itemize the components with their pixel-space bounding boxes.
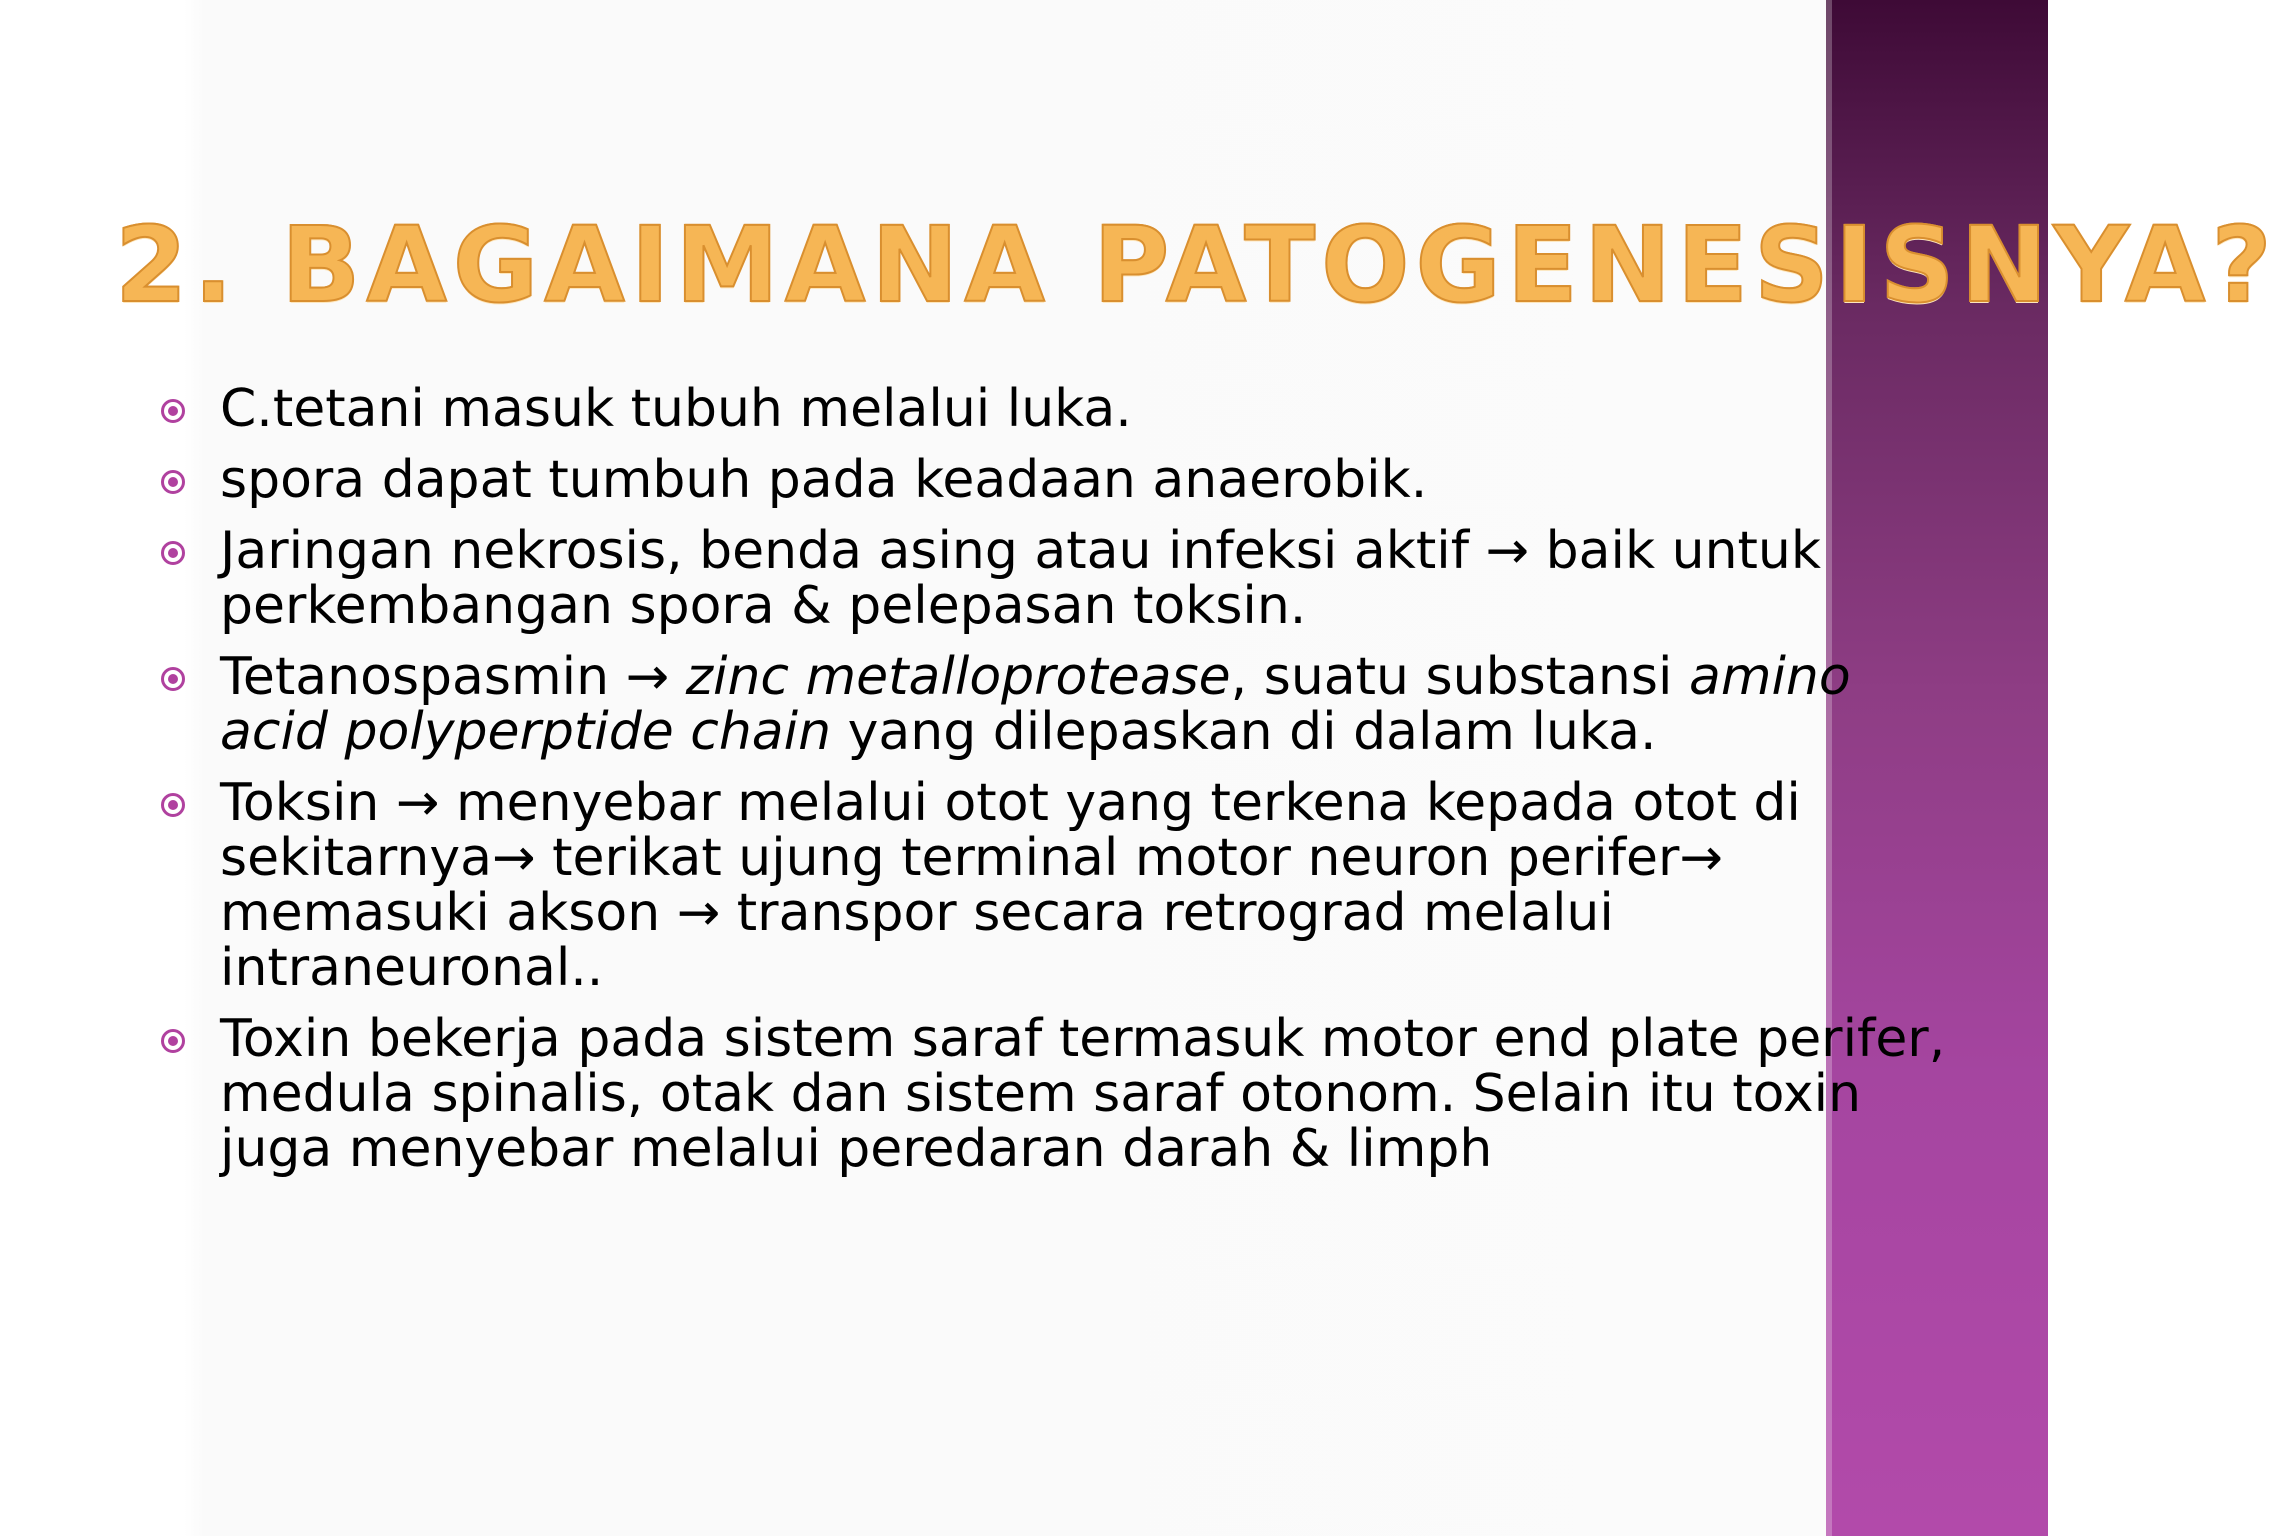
bullet-text: Tetanospasmin [220,647,610,707]
slide-title: 2. BAGAIMANA PATOGENESISNYA? [115,204,2278,326]
circled-dot-icon [160,540,186,566]
list-item [160,450,1960,510]
bullet-text: terikat ujung terminal motor neuron perifer [552,828,1680,888]
bullet-list [160,379,1960,1193]
list-item [160,379,1960,439]
arrow-icon: → [491,828,536,888]
bullet-text: baik untuk perkembangan spora & pelepasan toksin. [220,521,1821,636]
arrow-icon: → [1679,828,1723,888]
bullet-text: memasuki akson [220,883,661,943]
list-item [160,647,1960,762]
bullet-text: Jaringan nekrosis, benda asing atau infeksi aktif [220,521,1470,581]
bullet-text: Toksin [220,773,380,833]
list-item [160,1009,1960,1179]
bullet-text: menyebar melalui otot yang terkena kepada otot di sekitarnya [220,773,1801,888]
list-item [160,521,1960,636]
bullet-text: , suatu substansi [1230,647,1673,707]
circled-dot-icon [160,398,186,424]
arrow-icon: → [676,883,721,943]
arrow-icon: → [395,773,440,833]
italic-term: amino acid polyperptide chain [220,647,1851,762]
circled-dot-icon [160,792,186,818]
bullet-text: transpor secara retrograd melalui intraneuronal.. [220,883,1614,998]
arrow-icon: → [625,647,670,707]
italic-term: zinc metalloprotease [685,647,1231,707]
arrow-icon: → [1485,521,1530,581]
circled-dot-icon [160,1028,186,1054]
circled-dot-icon [160,666,186,692]
bullet-text: spora dapat tumbuh pada keadaan anaerobik. [220,450,1428,510]
bullet-text: yang dilepaskan di dalam luka. [847,702,1657,762]
circled-dot-icon [160,469,186,495]
bullet-text: C.tetani masuk tubuh melalui luka. [220,379,1132,439]
list-item [160,773,1960,998]
bullet-text: Toxin bekerja pada sistem saraf termasuk motor end plate perifer, medula spinalis, otak dan sistem saraf otonom. Selain itu toxin juga menyebar melalui peredaran darah & limph [220,1009,1946,1179]
